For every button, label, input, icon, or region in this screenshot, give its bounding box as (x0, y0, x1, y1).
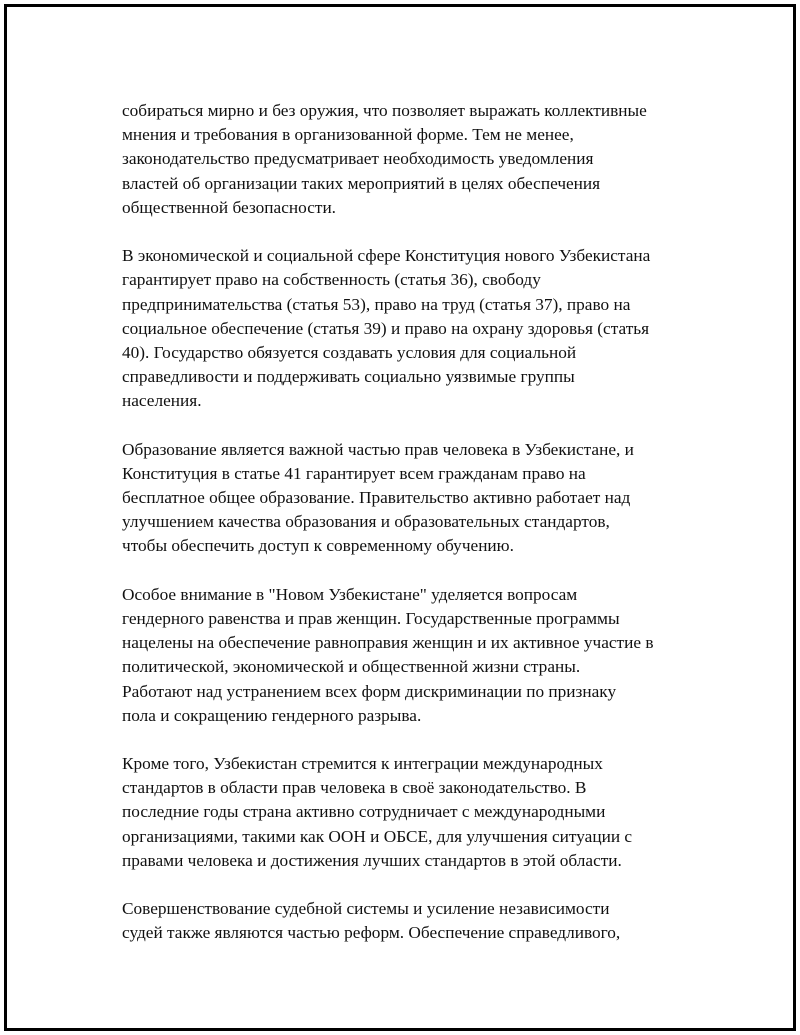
text-line: Совершенствование судебной системы и усиление независимости (122, 899, 610, 919)
text-line: справедливости и поддерживать социально уязвимые группы (122, 367, 575, 387)
text-line: В экономической и социальной сфере Конституция нового Узбекистана (122, 246, 651, 266)
text-line: гендерного равенства и прав женщин. Государственные программы (122, 608, 620, 628)
text-line: общественной безопасности. (122, 197, 337, 217)
paragraph-1 (122, 99, 712, 220)
text-line: Работают над устранением всех форм дискриминации по признаку (122, 681, 617, 701)
paragraph-2 (122, 244, 712, 413)
text-line: собираться мирно и без оружия, что позволяет выражать коллективные (122, 101, 647, 120)
text-line: Кроме того, Узбекистан стремится к интеграции международных (122, 754, 603, 774)
text-line: Образование является важной частью прав человека в Узбекистане, и (122, 439, 634, 459)
page-frame (4, 4, 796, 1031)
text-line: пола и сокращению гендерного разрыва. (122, 705, 422, 725)
text-line: населения. (122, 391, 202, 411)
text-line: социальное обеспечение (статья 39) и право на охрану здоровья (статья (122, 318, 650, 338)
text-line: организациями, такими как ООН и ОБСЕ, для улучшения ситуации с (122, 826, 633, 846)
text-line: политической, экономической и общественной жизни страны. (122, 657, 581, 677)
text-line: Конституция в статье 41 гарантирует всем гражданам право на (122, 463, 586, 483)
text-line: 40). Государство обязуется создавать условия для социальной (122, 342, 577, 362)
text-line: мнения и требования в организованной форме. Тем не менее, (122, 125, 574, 145)
text-line: законодательство предусматривает необходимость уведомления (122, 149, 594, 169)
paragraph-6 (122, 897, 712, 945)
text-line: бесплатное общее образование. Правительство активно работает над (122, 488, 631, 507)
text-line: гарантирует право на собственность (статья 36), свободу (122, 270, 541, 290)
text-line: стандартов в области прав человека в своё законодательство. В (122, 778, 587, 798)
document-body (122, 99, 712, 970)
text-line: улучшением качества образования и образовательных стандартов, (122, 512, 610, 532)
paragraph-4 (122, 583, 712, 728)
text-line: нацелены на обеспечение равноправия женщин и их активное участие в (122, 633, 654, 653)
text-line: правами человека и достижения лучших стандартов в этой области. (122, 850, 622, 870)
text-line: чтобы обеспечить доступ к современному обучению. (122, 536, 514, 556)
text-line: судей также являются частью реформ. Обеспечение справедливого, (122, 923, 621, 943)
text-line: властей об организации таких мероприятий в целях обеспечения (122, 173, 601, 193)
text-line: последние годы страна активно сотрудничает с международными (122, 802, 606, 822)
paragraph-5 (122, 752, 712, 873)
text-line: предпринимательства (статья 53), право на труд (статья 37), право на (122, 294, 631, 314)
text-line: Особое внимание в "Новом Узбекистане" уделяется вопросам (122, 584, 578, 604)
paragraph-3 (122, 438, 712, 559)
